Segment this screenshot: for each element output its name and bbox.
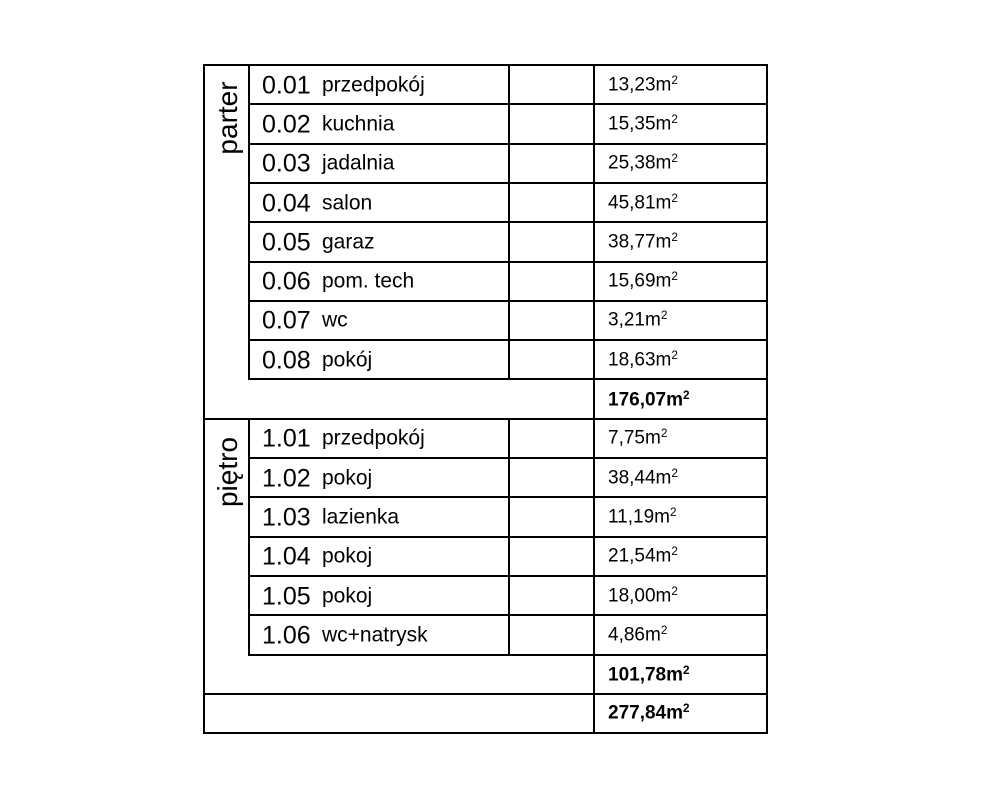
room-area: $38,77m^2$ <box>608 230 678 253</box>
room-area: $45,81m^2$ <box>608 191 678 214</box>
room-name: pokój <box>322 348 373 372</box>
room-number: 1.03 <box>262 503 311 532</box>
section-label: parter <box>211 81 243 155</box>
room-number: 1.06 <box>262 621 311 650</box>
room-area: $25,38m^2$ <box>608 152 678 174</box>
room-area: $11,19m^2$ <box>608 505 677 528</box>
room-area: $18,00m^2$ <box>608 584 678 607</box>
room-name: garaz <box>322 230 375 254</box>
room-number: 0.02 <box>262 110 311 139</box>
grand-total-divider <box>593 693 595 732</box>
room-number: 1.02 <box>262 464 311 493</box>
room-name: kuchnia <box>322 112 395 136</box>
room-area: $15,69m^2$ <box>608 270 678 292</box>
room-name: pokoj <box>322 466 373 490</box>
section-bottom-border <box>203 693 768 695</box>
room-name: wc <box>322 308 348 332</box>
room-name: salon <box>322 191 373 215</box>
room-name: wc+natrysk <box>322 623 428 647</box>
room-area: $15,35m^2$ <box>608 112 678 135</box>
column-divider-number <box>248 418 250 656</box>
table-top-border <box>203 64 768 66</box>
room-name: lazienka <box>322 505 400 529</box>
room-number: 0.03 <box>262 149 311 178</box>
section-label: piętro <box>211 436 243 507</box>
room-area: $18,63m^2$ <box>608 348 678 371</box>
room-name: pom. tech <box>322 269 415 293</box>
column-divider-number <box>248 64 250 380</box>
room-area: $4,86m^2$ <box>608 623 668 646</box>
room-area: $21,54m^2$ <box>608 545 678 567</box>
room-number: 1.05 <box>262 582 311 611</box>
room-name: jadalnia <box>322 151 395 175</box>
room-area: $3,21m^2$ <box>608 309 668 331</box>
grand-total: $277,84m^2$ <box>608 702 690 724</box>
subtotal-divider <box>593 378 595 419</box>
subtotal-divider <box>593 654 595 695</box>
column-divider-area <box>593 418 595 656</box>
table-left-border <box>203 64 205 734</box>
section-bottom-border <box>203 418 768 420</box>
column-divider-name <box>508 64 510 380</box>
room-area: $13,23m^2$ <box>608 73 678 96</box>
room-number: 0.06 <box>262 267 311 296</box>
table-bottom-border <box>203 732 768 734</box>
column-divider-name <box>508 418 510 656</box>
room-number: 1.01 <box>262 424 311 453</box>
room-number: 0.01 <box>262 71 311 100</box>
column-divider-area <box>593 64 595 380</box>
room-area: $38,44m^2$ <box>608 466 678 489</box>
room-number: 1.04 <box>262 542 311 571</box>
room-name: przedpokój <box>322 73 425 97</box>
room-name: pokoj <box>322 584 373 608</box>
room-name: przedpokój <box>322 426 425 450</box>
section-subtotal: $101,78m^2$ <box>608 664 690 686</box>
table-right-border <box>766 64 768 734</box>
room-area: $7,75m^2$ <box>608 427 668 449</box>
room-name: pokoj <box>322 544 373 568</box>
room-number: 0.04 <box>262 189 311 218</box>
section-subtotal: $176,07m^2$ <box>608 389 690 411</box>
room-number: 0.08 <box>262 346 311 375</box>
room-number: 0.05 <box>262 228 311 257</box>
room-number: 0.07 <box>262 306 311 335</box>
